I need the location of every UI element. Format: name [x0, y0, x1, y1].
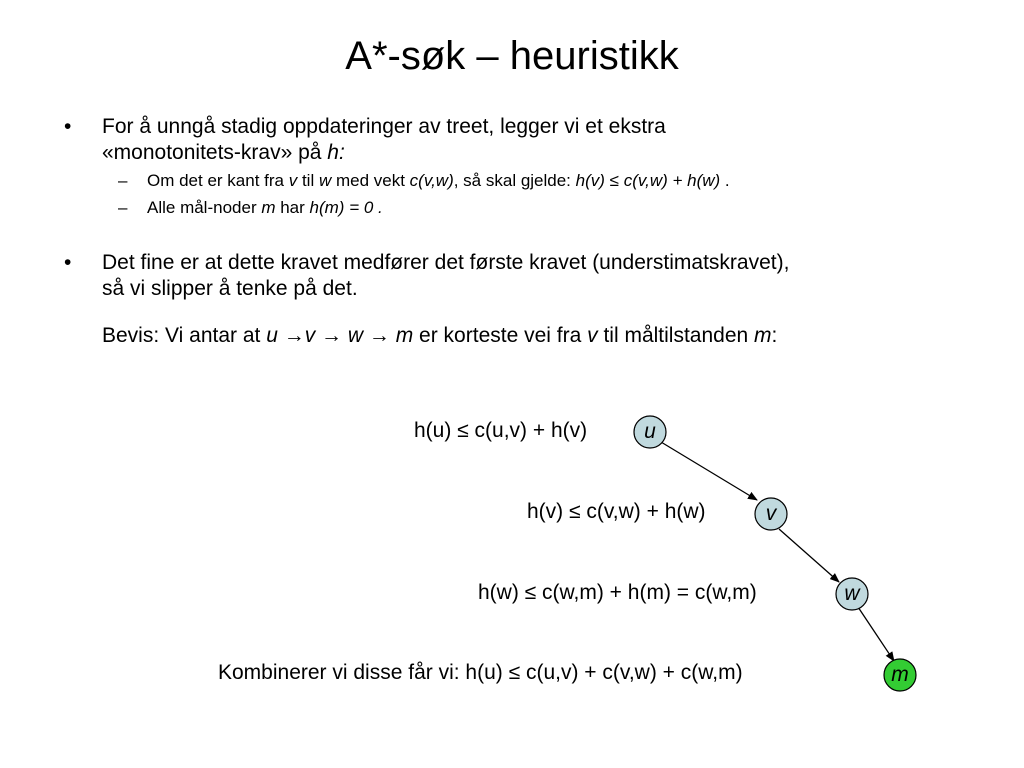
edge-v-w — [779, 529, 839, 582]
bullet-dot: • — [64, 251, 72, 274]
edge-w-m — [858, 607, 894, 661]
proof-prefix: Bevis: Vi antar at — [102, 324, 267, 347]
bullet-1-line2-prefix: «monotonitets-krav» på — [102, 141, 328, 164]
equation-u: h(u) ≤ c(u,v) + h(v) — [414, 419, 588, 442]
subitem-1-v: v — [288, 171, 298, 190]
equation-combined-formula: h(u) ≤ c(u,v) + c(v,w) + c(w,m) — [465, 661, 743, 684]
bullet-1-h-var: h: — [327, 141, 345, 164]
equation-v: h(v) ≤ c(v,w) + h(w) — [527, 500, 706, 523]
subitem-2-condition: h(m) = 0 . — [309, 198, 383, 217]
subitem-1-cond-prefix: , så skal gjelde: — [453, 171, 576, 190]
bullet-2-line1: Det fine er at dette kravet medfører det første kravet (understimatskravet), — [102, 251, 790, 274]
proof-m: m — [754, 324, 772, 347]
subitem-2-m: m — [261, 198, 276, 217]
proof-v: v — [587, 324, 598, 347]
node-w-label: w — [844, 582, 860, 605]
bullet-dot: • — [64, 115, 72, 138]
edge-u-v — [661, 442, 757, 500]
subitem-2-prefix: Alle mål-noder — [147, 198, 262, 217]
bullet-1-line1: For å unngå stadig oppdateringer av treet, legger vi et ekstra — [102, 115, 666, 138]
node-v-label: v — [765, 502, 777, 525]
bullet-2-line2: så vi slipper å tenke på det. — [102, 277, 358, 300]
proof-path: u →v → w → m — [266, 324, 414, 347]
slide-title: A*-søk – heuristikk — [345, 34, 679, 78]
subitem-1-til: til — [297, 171, 319, 190]
subitem-2-har: har — [275, 198, 310, 217]
subitem-1-w: w — [318, 171, 332, 190]
node-u-label: u — [644, 420, 656, 443]
subitem-1-weight: c(v,w) — [409, 171, 454, 190]
subitem-dash: – — [118, 171, 128, 190]
subitem-1-prefix: Om det er kant fra — [147, 171, 289, 190]
equation-combined-prefix: Kombinerer vi disse får vi: — [218, 661, 466, 684]
equation-w: h(w) ≤ c(w,m) + h(m) = c(w,m) — [478, 581, 757, 604]
subitem-dash: – — [118, 198, 128, 217]
subitem-1-condition: h(v) ≤ c(v,w) + h(w) — [575, 171, 721, 190]
subitem-1-suffix: . — [720, 171, 730, 190]
proof-mid: er korteste vei fra — [413, 324, 588, 347]
proof-colon: : — [771, 324, 778, 347]
subitem-1-mid: med vekt — [331, 171, 410, 190]
node-m-label: m — [891, 663, 909, 686]
proof-til: til måltilstanden — [597, 324, 755, 347]
